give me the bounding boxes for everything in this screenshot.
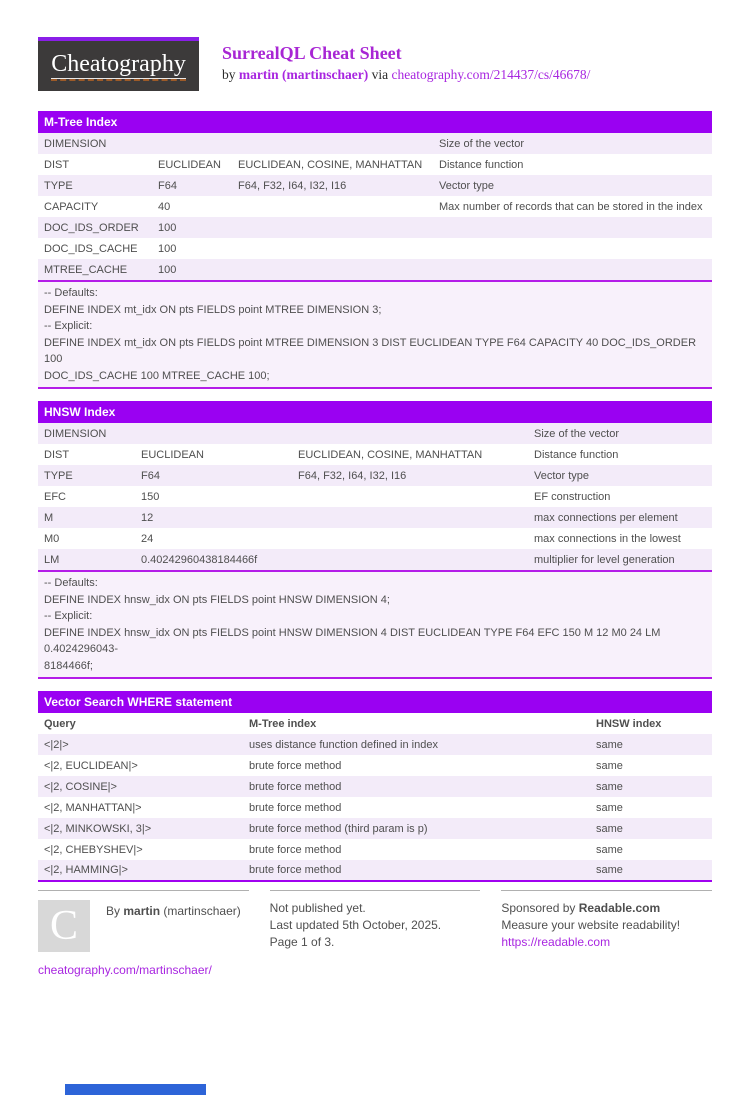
table-row: [38, 734, 712, 755]
table-cell: <|2, MANHATTAN|>: [44, 801, 142, 814]
table-cell: Distance function: [439, 158, 524, 171]
table-cell: <|2, CHEBYSHEV|>: [44, 843, 143, 856]
table-row: [38, 465, 712, 486]
table-cell: same: [596, 843, 623, 856]
table-cell: same: [596, 738, 623, 751]
table-row: [38, 776, 712, 797]
table-cell: [292, 528, 528, 549]
table-row: [38, 444, 712, 465]
code-note-line: -- Explicit:: [44, 320, 93, 332]
code-note-line: DEFINE INDEX mt_idx ON pts FIELDS point MTREE DIMENSION 3 DIST EUCLIDEAN TYPE F64 CAPACITY 40 DOC_IDS_ORDER 100: [44, 336, 697, 365]
table-cell: [292, 423, 528, 444]
column-header-hnsw: HNSW index: [596, 717, 662, 730]
column-header-query: Query: [44, 717, 76, 730]
page-number: Page 1 of 3.: [269, 935, 335, 949]
table-cell: multiplier for level generation: [534, 553, 675, 566]
table-cell: EFC: [44, 490, 66, 503]
table-cell: same: [596, 822, 623, 835]
table-cell: brute force method: [249, 864, 342, 876]
table-cell: EUCLIDEAN: [141, 448, 204, 461]
hnsw-table: [38, 423, 712, 570]
table-cell: 150: [141, 490, 160, 503]
page-title: SurrealQL Cheat Sheet: [222, 43, 402, 63]
code-note-line: DEFINE INDEX hnsw_idx ON pts FIELDS point HNSW DIMENSION 4;: [44, 593, 390, 606]
code-note-line: DEFINE INDEX mt_idx ON pts FIELDS point MTREE DIMENSION 3;: [44, 303, 382, 316]
table-cell: 12: [141, 511, 154, 524]
section-mtree-index: [38, 111, 712, 389]
table-cell: <|2|>: [44, 738, 69, 751]
table-cell: Distance function: [534, 448, 619, 461]
table-cell: F64: [141, 469, 160, 482]
table-row: [38, 217, 712, 238]
table-cell: [152, 133, 232, 154]
table-cell: Size of the vector: [439, 137, 524, 150]
table-cell: 24: [141, 532, 154, 545]
table-cell: TYPE: [44, 469, 73, 482]
logo-text: Cheatography: [51, 50, 186, 77]
table-row: [38, 154, 712, 175]
table-cell: LM: [44, 553, 60, 566]
vector-search-table: [38, 713, 712, 882]
table-cell: [232, 238, 433, 259]
section-vector-search: [38, 691, 712, 882]
table-cell: uses distance function defined in index: [249, 738, 438, 751]
table-cell: DOC_IDS_ORDER: [44, 221, 139, 234]
footer-author-name: martin: [123, 904, 161, 918]
table-row: [38, 818, 712, 839]
byline: [222, 66, 590, 83]
table-row: [38, 528, 712, 549]
table-cell: M: [44, 511, 54, 524]
table-cell: same: [596, 759, 623, 772]
table-cell: DOC_IDS_CACHE: [44, 242, 138, 255]
table-row: [38, 755, 712, 776]
table-cell: EUCLIDEAN: [158, 158, 221, 171]
bottom-blue-bar: [65, 1084, 206, 1095]
code-note-line: -- Defaults:: [44, 577, 98, 589]
cheatography-logo[interactable]: [38, 37, 199, 91]
table-cell: DIMENSION: [44, 137, 107, 150]
table-cell: F64, F32, I64, I32, I16: [238, 179, 347, 192]
code-note-line: -- Defaults:: [44, 287, 98, 299]
table-row: [38, 797, 712, 818]
section-header-hnsw: HNSW Index: [38, 401, 712, 423]
table-row: [38, 133, 712, 154]
table-row: [38, 860, 712, 881]
table-cell: [232, 217, 433, 238]
table-cell: [292, 549, 528, 570]
table-cell: F64: [158, 179, 177, 192]
footer-status-column: [270, 890, 481, 952]
publish-status: Not published yet.: [269, 901, 366, 915]
table-row: [38, 839, 712, 860]
table-row: [38, 507, 712, 528]
table-cell: Vector type: [439, 179, 495, 192]
table-cell: [433, 217, 712, 238]
table-cell: DIMENSION: [44, 427, 107, 440]
sponsor-line: [501, 900, 712, 917]
last-updated: Last updated 5th October, 2025.: [269, 918, 442, 932]
table-cell: Vector type: [534, 469, 590, 482]
table-cell: CAPACITY: [44, 200, 99, 213]
code-note-line: 8184466f;: [44, 659, 93, 672]
table-cell: <|2, HAMMING|>: [44, 864, 128, 876]
table-cell: 100: [158, 263, 177, 276]
table-row: [38, 175, 712, 196]
sponsor-tagline: Measure your website readability!: [501, 918, 681, 932]
mtree-notes: [38, 280, 712, 389]
section-header-mtree: M-Tree Index: [38, 111, 712, 133]
table-cell: brute force method: [249, 801, 342, 814]
table-cell: [135, 423, 292, 444]
table-cell: DIST: [44, 158, 70, 171]
table-cell: [232, 259, 433, 280]
table-cell: TYPE: [44, 179, 73, 192]
table-cell: EF construction: [534, 490, 611, 503]
table-cell: DIST: [44, 448, 70, 461]
table-cell: 100: [158, 242, 177, 255]
table-cell: max connections in the lowest: [534, 532, 681, 545]
table-cell: 100: [158, 221, 177, 234]
table-row: [38, 549, 712, 570]
sponsor-url-link[interactable]: https://readable.com: [501, 935, 611, 949]
footer-sponsor-column: [501, 890, 712, 952]
table-row: [38, 259, 712, 280]
table-cell: [433, 259, 712, 280]
logo-box: [38, 41, 199, 91]
table-cell: [232, 196, 433, 217]
section-hnsw-index: [38, 401, 712, 679]
sponsor-name: Readable.com: [578, 901, 661, 915]
table-cell: brute force method: [249, 843, 342, 856]
profile-url-link[interactable]: cheatography.com/martinschaer/: [38, 963, 212, 977]
byline-by: by: [222, 67, 236, 82]
table-cell: [292, 507, 528, 528]
table-row: [38, 486, 712, 507]
column-header-mtree: M-Tree index: [249, 717, 317, 730]
table-cell: same: [596, 780, 623, 793]
sponsored-by-label: Sponsored by: [501, 901, 576, 915]
table-cell: Max number of records that can be stored in the index: [439, 200, 703, 213]
code-note-line: DOC_IDS_CACHE 100 MTREE_CACHE 100;: [44, 369, 270, 382]
table-cell: same: [596, 864, 623, 876]
table-cell: EUCLIDEAN, COSINE, MANHATTAN: [238, 158, 423, 171]
page-footer: [38, 890, 712, 952]
table-cell: [292, 486, 528, 507]
footer-by-label: By: [106, 904, 121, 918]
table-cell: F64, F32, I64, I32, I16: [298, 469, 407, 482]
table-cell: same: [596, 801, 623, 814]
hnsw-notes: [38, 570, 712, 679]
section-header-vector-search: Vector Search WHERE statement: [38, 691, 712, 713]
table-cell: brute force method: [249, 759, 342, 772]
table-cell: <|2, EUCLIDEAN|>: [44, 759, 138, 772]
table-cell: M0: [44, 532, 60, 545]
sheet-url-link[interactable]: cheatography.com/214437/cs/46678/: [391, 67, 591, 82]
footer-byline: [106, 900, 241, 952]
cheatography-c-icon: C: [38, 900, 90, 952]
table-cell: brute force method: [249, 780, 342, 793]
table-cell: <|2, COSINE|>: [44, 780, 117, 793]
code-note-line: DEFINE INDEX hnsw_idx ON pts FIELDS point HNSW DIMENSION 4 DIST EUCLIDEAN TYPE F64 EFC 150 M 12 M0 24 LM 0.4024296043-: [44, 626, 661, 655]
table-cell: 0.40242960438184466f: [141, 553, 258, 566]
footer-author-column: [38, 890, 249, 952]
mtree-table: [38, 133, 712, 280]
page-header: [38, 37, 712, 91]
table-cell: MTREE_CACHE: [44, 263, 128, 276]
author-link[interactable]: martin (martinschaer): [238, 67, 369, 82]
table-cell: [433, 238, 712, 259]
footer-author-handle: (martinschaer): [163, 904, 241, 918]
table-header-row: [38, 713, 712, 734]
table-cell: <|2, MINKOWSKI, 3|>: [44, 822, 152, 835]
table-cell: 40: [158, 200, 171, 213]
table-row: [38, 423, 712, 444]
table-cell: [232, 133, 433, 154]
table-cell: brute force method (third param is p): [249, 822, 428, 835]
table-cell: max connections per element: [534, 511, 678, 524]
code-note-line: -- Explicit:: [44, 610, 93, 622]
table-cell: Size of the vector: [534, 427, 619, 440]
byline-via: via: [371, 67, 389, 82]
table-row: [38, 196, 712, 217]
table-row: [38, 238, 712, 259]
table-cell: EUCLIDEAN, COSINE, MANHATTAN: [298, 448, 483, 461]
